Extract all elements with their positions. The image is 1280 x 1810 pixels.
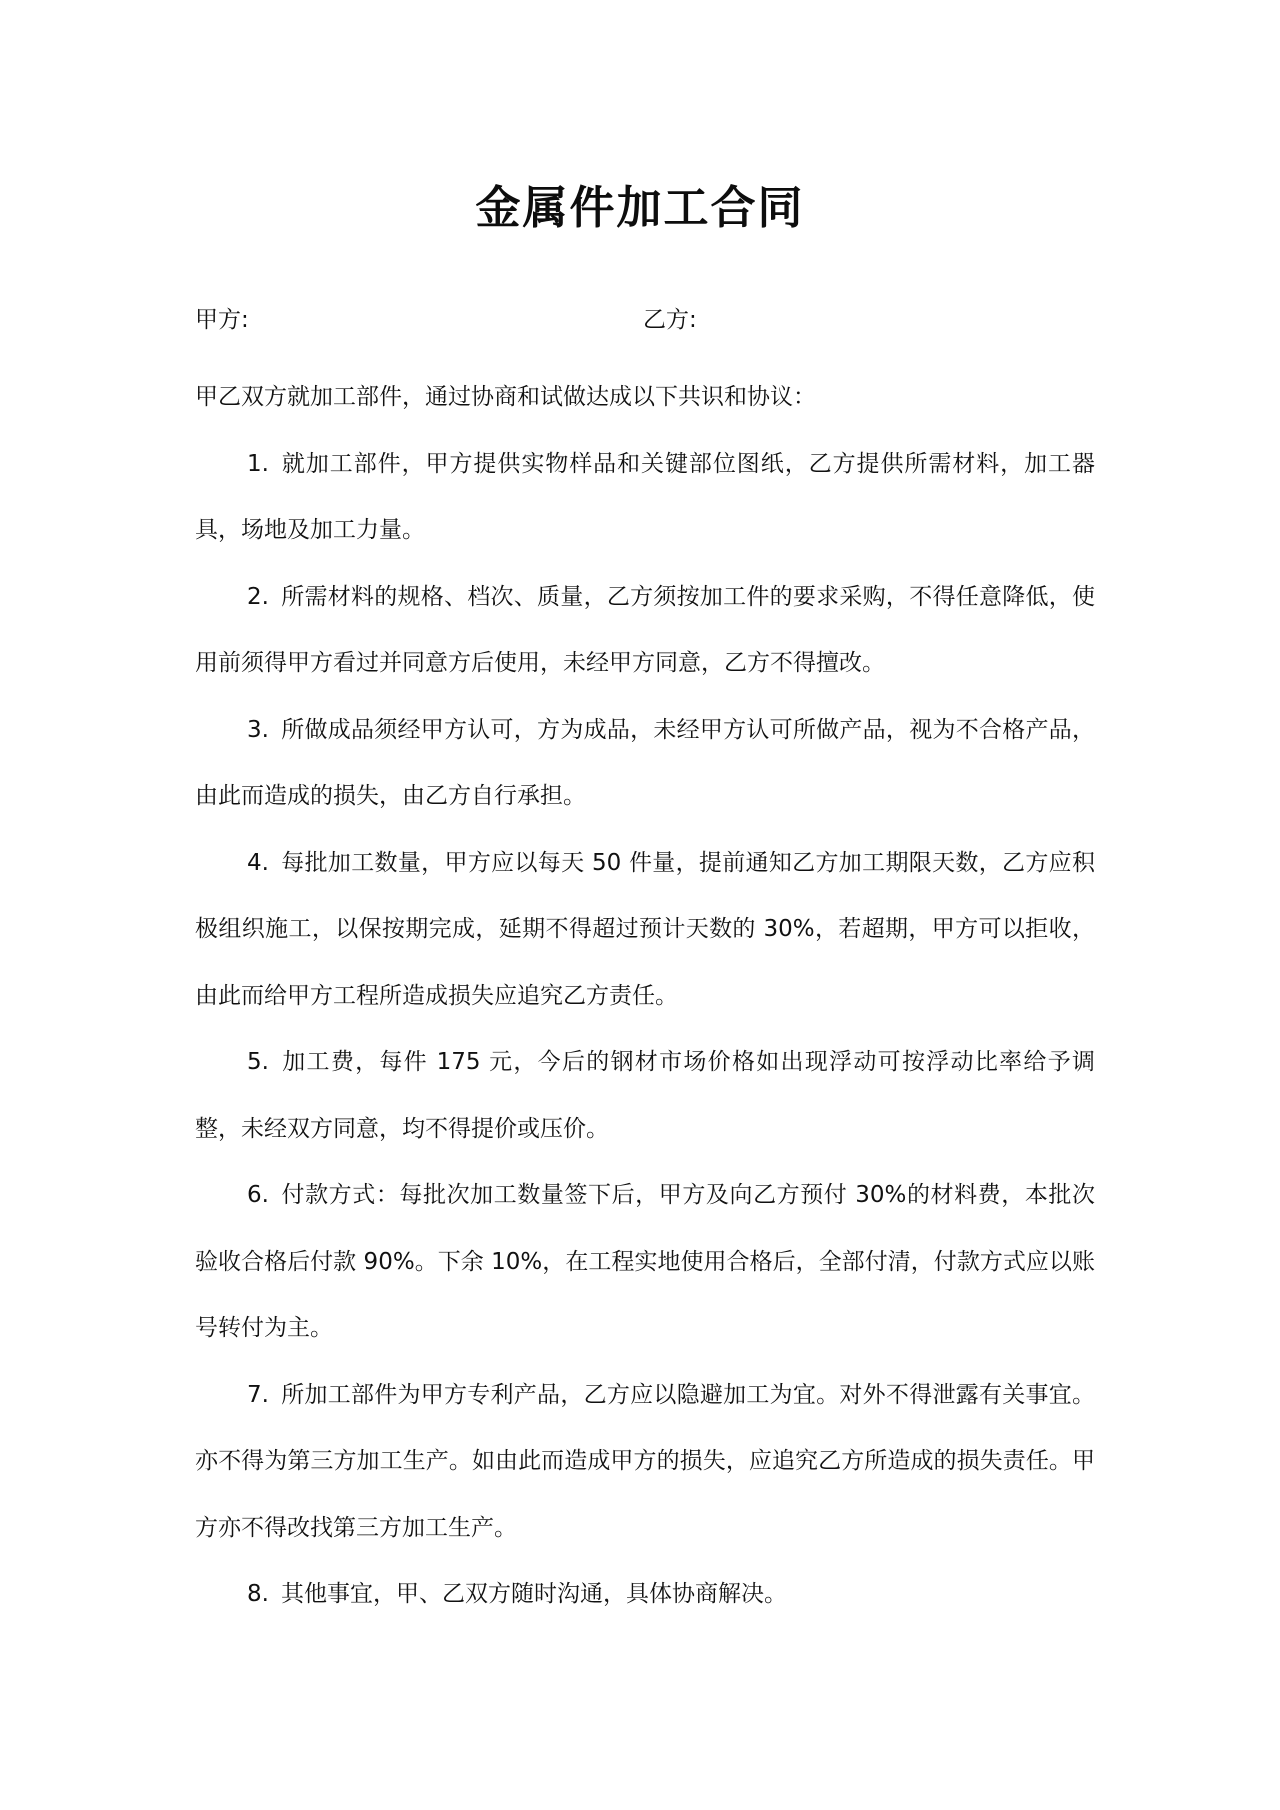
clause-text: 其他事宜，甲、乙双方随时沟通，具体协商解决。 xyxy=(280,1581,787,1607)
contract-body xyxy=(195,364,1095,1628)
intro-paragraph: 甲乙双方就加工部件，通过协商和试做达成以下共识和协议： xyxy=(195,384,816,410)
clause-1 xyxy=(195,431,1095,564)
clause-text: 就加工部件，甲方提供实物样品和关键部位图纸，乙方提供所需材料，加工器具，场地及加工力量。 xyxy=(195,450,1095,543)
clause-number: 7. xyxy=(247,1381,269,1408)
clause-5 xyxy=(195,1029,1095,1162)
party-b-label: 乙方: xyxy=(643,307,697,333)
parties-row xyxy=(195,300,1095,340)
clause-number: 3. xyxy=(247,716,269,743)
clause-2 xyxy=(195,564,1095,697)
party-a-label: 甲方: xyxy=(195,307,249,333)
clause-text: 所需材料的规格、档次、质量，乙方须按加工件的要求采购，不得任意降低，使用前须得甲方看过并同意方后使用，未经甲方同意，乙方不得擅改。 xyxy=(195,583,1095,676)
clause-text: 付款方式：每批次加工数量签下后，甲方及向乙方预付 30%的材料费，本批次验收合格后付款 90%。下余 10%，在工程实地使用合格后，全部付清，付款方式应以账号转付为主。 xyxy=(195,1182,1095,1341)
clause-7 xyxy=(195,1362,1095,1562)
clause-number: 2. xyxy=(247,583,269,610)
clause-number: 8. xyxy=(247,1581,269,1607)
clause-4 xyxy=(195,830,1095,1030)
clause-text: 所加工部件为甲方专利产品，乙方应以隐避加工为宜。对外不得泄露有关事宜。亦不得为第三方加工生产。如由此而造成甲方的损失，应追究乙方所造成的损失责任。甲方亦不得改找第三方加工生产。 xyxy=(195,1381,1095,1541)
clause-number: 1. xyxy=(247,450,269,477)
clause-text: 每批加工数量，甲方应以每天 50 件量，提前通知乙方加工期限天数，乙方应积极组织施工，以保按期完成，延期不得超过预计天数的 30%，若超期，甲方可以拒收，由此而给甲方工程所造成损失应追究乙方责任。 xyxy=(195,849,1095,1009)
clause-number: 5. xyxy=(247,1049,269,1075)
document-title: 金属件加工合同 xyxy=(475,181,805,234)
clause-3 xyxy=(195,697,1095,830)
clause-6 xyxy=(195,1162,1095,1362)
clause-number: 4. xyxy=(247,849,269,876)
clause-number: 6. xyxy=(247,1182,269,1208)
clause-text: 所做成品须经甲方认可，方为成品，未经甲方认可所做产品，视为不合格产品，由此而造成的损失，由乙方自行承担。 xyxy=(195,716,1095,809)
clause-8 xyxy=(195,1561,1095,1628)
clause-text: 加工费，每件 175 元，今后的钢材市场价格如出现浮动可按浮动比率给予调整，未经双方同意，均不得提价或压价。 xyxy=(195,1049,1095,1142)
